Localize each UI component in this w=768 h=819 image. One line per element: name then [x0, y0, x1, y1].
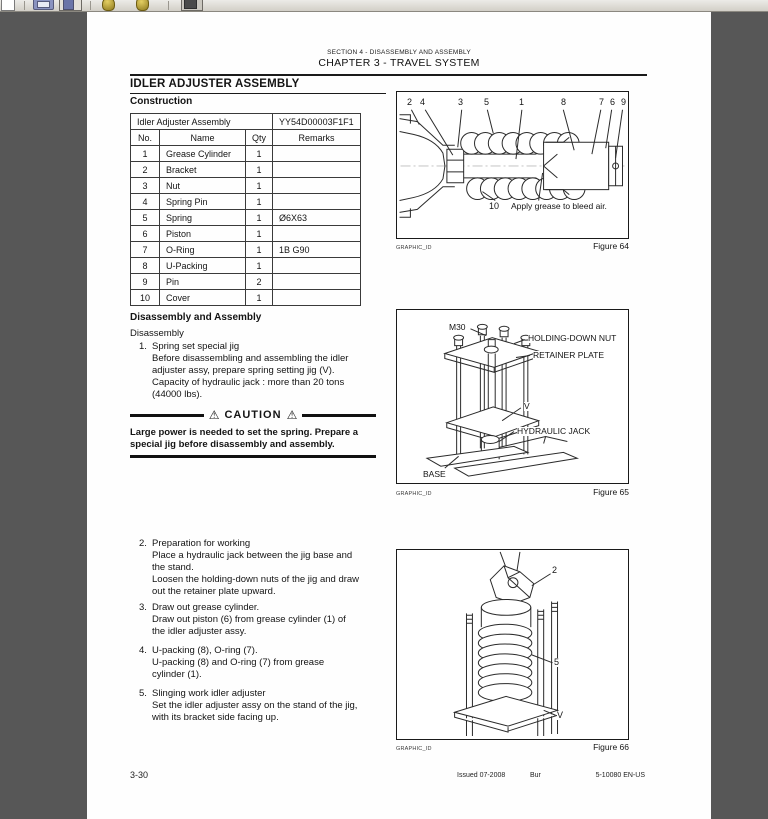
label-retainer-plate: RETAINER PLATE [533, 350, 605, 360]
callout-7: 7 [599, 97, 605, 107]
table-row: 10 Cover 1 [131, 290, 361, 306]
step-line: U-packing (8) and O-ring (7) from grease [152, 657, 325, 668]
col-header-no: No. [131, 130, 160, 146]
step-line: Set the idler adjuster assy on the stand of the jig, [152, 700, 358, 711]
table-row: 2 Bracket 1 [131, 162, 361, 178]
figure-65-caption [396, 487, 629, 497]
table-row: 6 Piston 1 [131, 226, 361, 242]
step-line: Loosen the holding-down nuts of the jig and draw [152, 574, 360, 585]
key-icon[interactable] [102, 0, 115, 11]
step-title: Slinging work idler adjuster [152, 688, 266, 699]
step-title: Preparation for working [152, 538, 251, 549]
callout-6: 6 [610, 97, 616, 107]
step-line: Capacity of hydraulic jack : more than 20 tons [152, 377, 345, 388]
figure-number: Figure 65 [593, 487, 629, 497]
document-code: 5-10080 EN-US [595, 772, 645, 779]
caution-rule-right [302, 414, 376, 417]
step-number: 4. [139, 645, 147, 656]
pen-icon[interactable] [136, 0, 149, 11]
caution-rule-left [130, 414, 204, 417]
label-v: V [557, 710, 564, 720]
step-title: U-packing (8), O-ring (7). [152, 645, 258, 656]
step-title: Draw out grease cylinder. [152, 602, 260, 613]
graphic-id-label: GRAPHIC_ID [396, 245, 432, 251]
figure-66-caption [396, 742, 629, 752]
callout-1: 1 [519, 97, 525, 107]
page-view-icon[interactable] [59, 0, 82, 11]
figure-number: Figure 66 [593, 742, 629, 752]
step-line: cylinder (1). [152, 669, 202, 680]
label-holding-down-nut: HOLDING-DOWN NUT [528, 333, 617, 343]
step-4 [139, 645, 381, 681]
idler-adjuster-drawing [397, 92, 628, 238]
disassembly-subheading: Disassembly [130, 328, 184, 339]
step-number: 5. [139, 688, 147, 699]
document-icon[interactable] [1, 0, 15, 11]
step-line: Before disassembling and assembling the idler [152, 353, 349, 364]
assembly-name-cell: Idler Adjuster Assembly [131, 114, 273, 130]
idler-on-jig-drawing [397, 550, 628, 739]
step-number: 3. [139, 602, 147, 613]
caution-label: CAUTION [224, 409, 282, 421]
construction-heading: Construction [130, 96, 193, 107]
step-number: 1. [139, 341, 147, 352]
graphic-id-label: GRAPHIC_ID [396, 746, 432, 752]
figure-66-idler-on-jig-diagram [396, 549, 629, 740]
revision-label: Bur [530, 772, 541, 779]
assembly-code-cell: YY54D00003F1F1 [273, 114, 361, 130]
callout-5: 5 [484, 97, 490, 107]
figure-65-spring-jig-diagram [396, 309, 629, 484]
graphic-id-label: GRAPHIC_ID [396, 491, 432, 497]
toolbar-separator [90, 1, 91, 10]
snapshot-icon[interactable] [181, 0, 203, 11]
table-header-row [131, 130, 361, 146]
label-m30: M30 [449, 322, 466, 332]
callout-10: 10 [489, 201, 500, 211]
parts-table [130, 113, 361, 306]
col-header-name: Name [160, 130, 246, 146]
step-line: the idler adjuster assy. [152, 626, 247, 637]
step-number: 2. [139, 538, 147, 549]
label-base: BASE [423, 469, 446, 479]
step-line: adjuster assy, prepare spring setting jig (V). [152, 365, 335, 376]
step-1 [139, 341, 381, 401]
step-line: Place a hydraulic jack between the jig base and [152, 550, 353, 561]
callout-3: 3 [458, 97, 464, 107]
table-row: 7 O-Ring 1 1B G90 [131, 242, 361, 258]
figure-64-idler-adjuster-diagram [396, 91, 629, 239]
table-row: 9 Pin 2 [131, 274, 361, 290]
callout-5: 5 [554, 657, 560, 667]
step-2 [139, 538, 381, 598]
callout-2: 2 [552, 565, 558, 575]
table-row: 4 Spring Pin 1 [131, 194, 361, 210]
callout-9: 9 [621, 97, 627, 107]
callout-4: 4 [420, 97, 426, 107]
callout-8: 8 [561, 97, 567, 107]
document-canvas [0, 12, 768, 819]
table-row: 5 Spring 1 Ø6X63 [131, 210, 361, 226]
page-number: 3-30 [130, 770, 149, 780]
table-row: 1 Grease Cylinder 1 [131, 146, 361, 162]
table-row: 3 Nut 1 [131, 178, 361, 194]
step-line: (44000 lbs). [152, 389, 203, 400]
table-row [131, 114, 361, 130]
caution-text-line: Large power is needed to set the spring. Prepare a [130, 427, 359, 438]
toolbar-separator [24, 1, 25, 10]
header-rule [130, 74, 647, 76]
step-line: out the retainer plate upward. [152, 586, 276, 597]
col-header-qty: Qty [246, 130, 273, 146]
page-title: IDLER ADJUSTER ASSEMBLY [130, 78, 386, 94]
step-3 [139, 602, 381, 638]
step-line: with its bracket side facing up. [152, 712, 279, 723]
caution-rule-bottom [130, 455, 376, 458]
step-title: Spring set special jig [152, 341, 240, 352]
chapter-header: CHAPTER 3 - TRAVEL SYSTEM [318, 57, 480, 69]
step-line: Draw out piston (6) from grease cylinder (1) of [152, 614, 346, 625]
step-5 [139, 688, 381, 724]
step-line: the stand. [152, 562, 194, 573]
print-icon[interactable] [33, 0, 54, 10]
document-page [87, 12, 711, 819]
disassembly-heading: Disassembly and Assembly [130, 312, 262, 323]
viewer-toolbar [0, 0, 768, 12]
grease-note: Apply grease to bleed air. [511, 201, 607, 211]
figure-number: Figure 64 [593, 241, 629, 251]
issued-date: Issued 07-2008 [457, 772, 506, 779]
running-header [189, 49, 609, 69]
toolbar-separator [168, 1, 169, 10]
warning-icon: ⚠ [208, 408, 220, 422]
caution-box [130, 409, 376, 458]
caution-text-line: special jig before disassembly and assembly. [130, 438, 335, 450]
table-row: 8 U-Packing 1 [131, 258, 361, 274]
label-v: V [524, 401, 530, 411]
figure-64-caption [396, 241, 629, 251]
callout-2: 2 [407, 97, 413, 107]
label-hydraulic-jack: HYDRAULIC JACK [517, 426, 591, 436]
warning-icon: ⚠ [286, 408, 298, 422]
section-header: SECTION 4 - DISASSEMBLY AND ASSEMBLY [327, 49, 471, 56]
col-header-remarks: Remarks [273, 130, 361, 146]
